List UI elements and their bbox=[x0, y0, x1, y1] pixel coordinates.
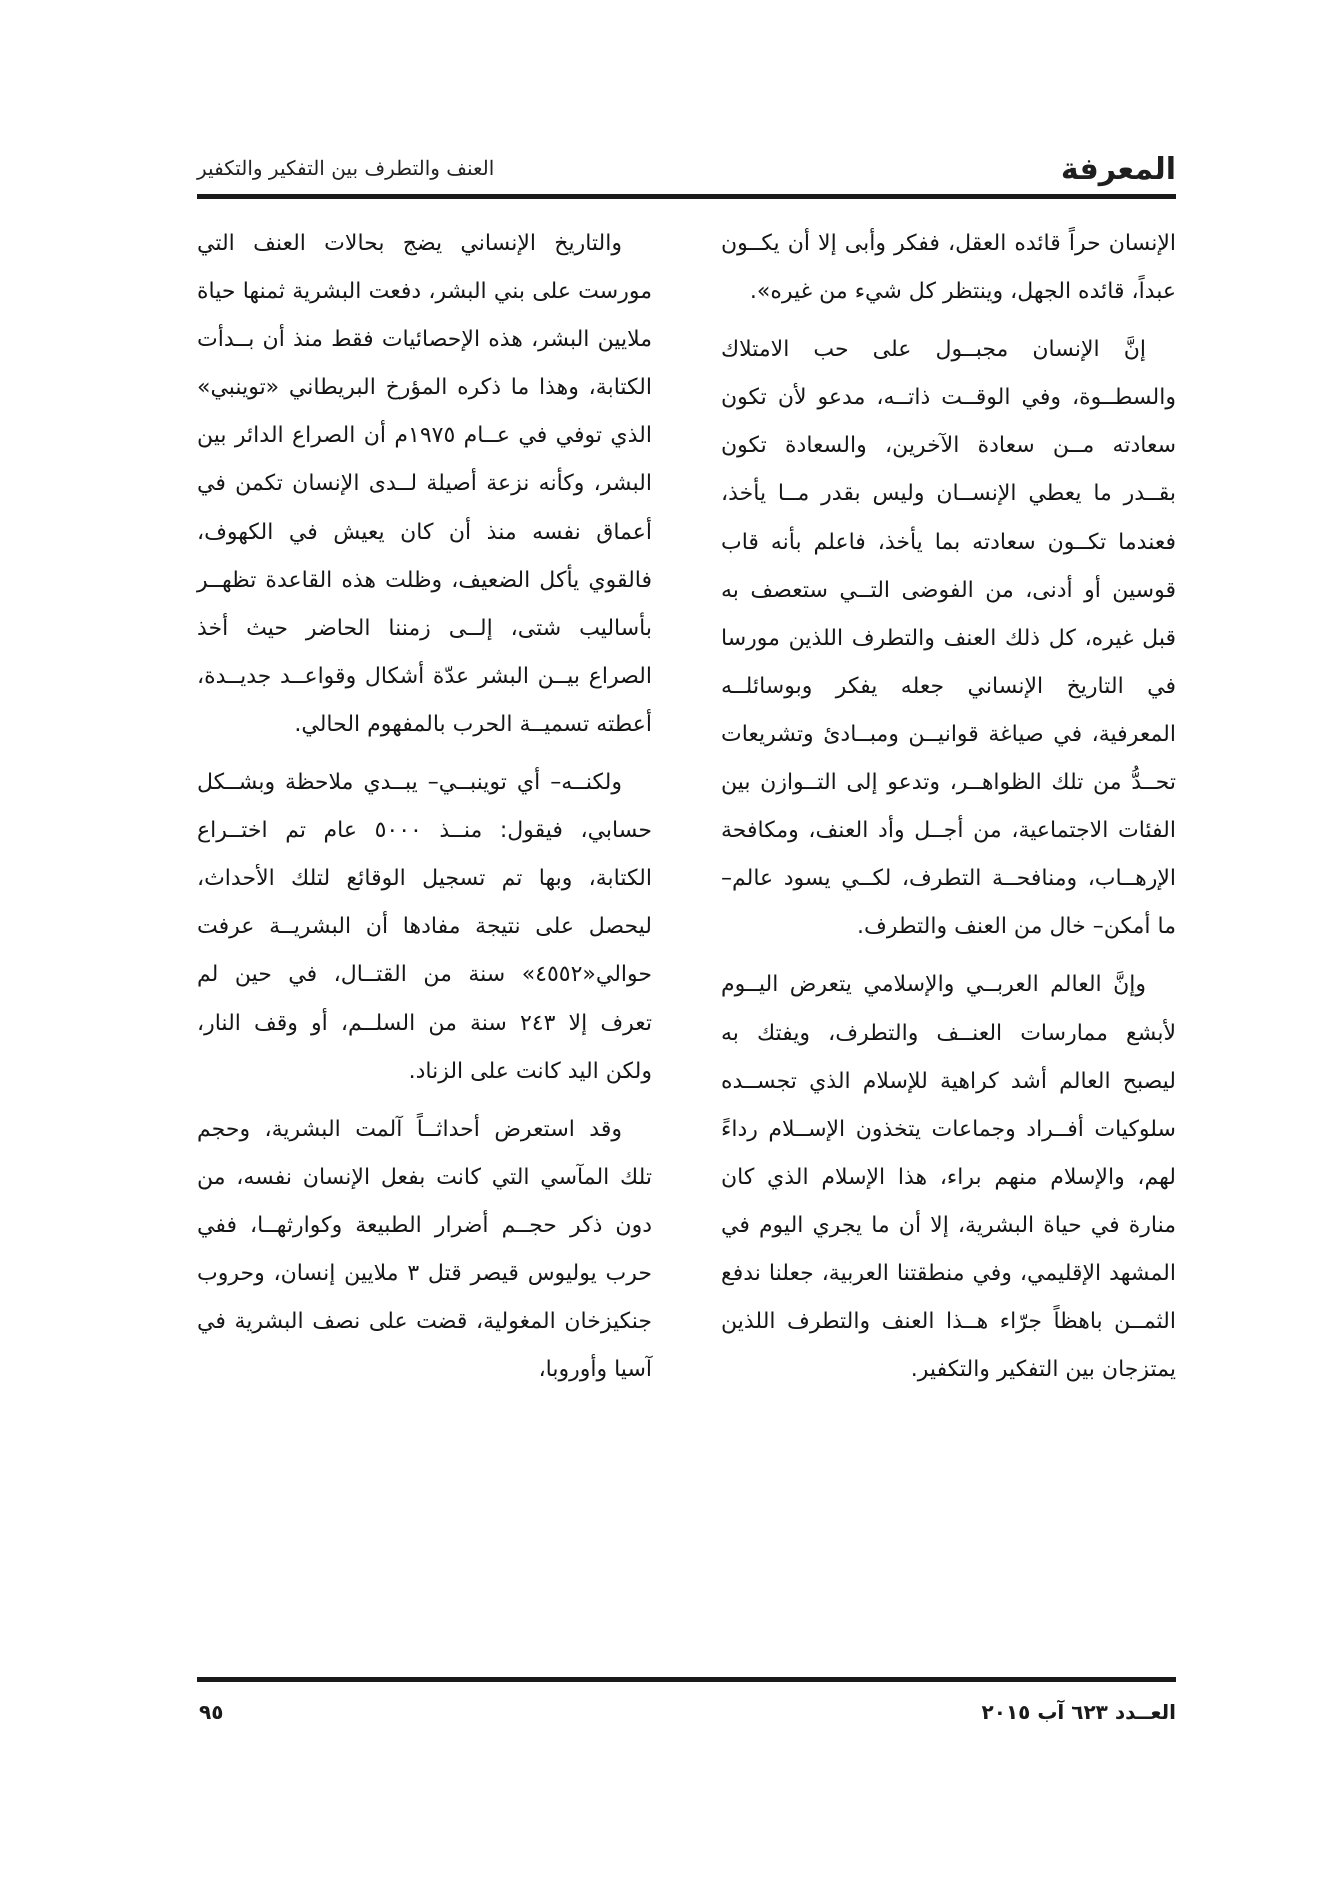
paragraph: وقد استعرض أحداثــاً آلمت البشرية، وحجم تلك المآسي التي كانت بفعل الإنسان نفسه، من دون ذكر حجــم أضرار الطبيعة وكوارثهــا، ففي حرب يوليوس قيصر قتل ٣ ملايين إنسان، وحروب جنكيزخان المغولية، قضت على نصف البشرية في آسيا وأوروبا، bbox=[197, 1116, 652, 1383]
footer-rule bbox=[197, 1677, 1176, 1682]
page-number: ٩٥ bbox=[199, 1700, 224, 1724]
paragraph: ولكنــه– أي توينبــي– يبــدي ملاحظة وبشــكل حسابي، فيقول: منــذ ٥٠٠٠ عام تم اختــراع الكتابة، وبها تم تسجيل الوقائع لتلك الأحداث، ليحصل على نتيجة مفادها أن البشريــة عرفت حوالي«٤٥٥٢» سنة من القتــال، في حين لم تعرف إلا ٢٤٣ سنة من السلــم، أو وقف النار، ولكن اليد كانت على الزناد. bbox=[197, 770, 653, 1084]
magazine-logo: المعرفة bbox=[1060, 152, 1176, 187]
paragraph: إنَّ الإنسان مجبــول على حب الامتلاك والسطــوة، وفي الوقــت ذاتــه، مدعو لأن تكون سعادته مــن سعادة الآخرين، والسعادة تكون بقــدر ما يعطي الإنســان وليس بقدر مــا يأخذ، فعندما تكــون سعادته بما يأخذ، فاعلم بأنه قاب قوسين أو أدنى، من الفوضى التــي ستعصف به قبل غيره، كل ذلك العنف والتطرف اللذين مورسا في التاريخ الإنساني جعله يفكر وبوسائلــه المعرفية، في صياغة قوانيــن ومبــادئ وتشريعات تحــدُّ من تلك الظواهــر، وتدعو إلى التــوازن بين الفئات الاجتماعية، من أجــل وأد العنف، ومكافحة الإرهــاب، ومنافحــة التطرف، لكــي يسود عالم– ما أمكن– خال من العنف والتطرف. bbox=[721, 337, 1176, 940]
article-body bbox=[197, 220, 1176, 1665]
page-footer bbox=[197, 1700, 1176, 1736]
right-column bbox=[721, 220, 1176, 1404]
issue-info: العــدد ٦٢٣ آب ٢٠١٥ bbox=[981, 1700, 1176, 1724]
paragraph: وإنَّ العالم العربــي والإسلامي يتعرض اليــوم لأبشع ممارسات العنــف والتطرف، ويفتك به ليصبح العالم أشد كراهية للإسلام الذي تجســده سلوكيات أفــراد وجماعات يتخذون الإســلام رداءً لهم، والإسلام منهم براء، هذا الإسلام الذي كان منارة في حياة البشرية، إلا أن ما يجري اليوم في المشهد الإقليمي، وفي منطقتنا العربية، جعلنا ندفع الثمــن باهظاً جرّاء هــذا العنف والتطرف اللذين يمتزجان بين التفكير والتكفير. bbox=[721, 972, 1176, 1383]
running-title: العنف والتطرف بين التفكير والتكفير bbox=[197, 156, 495, 180]
header-rule bbox=[197, 194, 1176, 199]
left-column bbox=[197, 220, 652, 1404]
paragraph: الإنسان حراً قائده العقل، ففكر وأبى إلا أن يكــون عبداً، قائده الجهل، وينتظر كل شيء من غيره». bbox=[721, 231, 1176, 305]
page-header bbox=[197, 148, 1176, 192]
paragraph: والتاريخ الإنساني يضج بحالات العنف التي مورست على بني البشر، دفعت البشرية ثمنها حياة ملايين البشر، هذه الإحصائيات فقط منذ أن بــدأت الكتابة، وهذا ما ذكره المؤرخ البريطاني «توينبي» الذي توفي في عــام ١٩٧٥م أن الصراع الدائر بين البشر، وكأنه نزعة أصيلة لــدى الإنسان تكمن في أعماق نفسه منذ أن كان يعيش في الكهوف، فالقوي يأكل الضعيف، وظلت هذه القاعدة تظهــر بأساليب شتى، إلــى زمننا الحاضر حيث أخذ الصراع بيــن البشر عدّة أشكال وقواعــد جديــدة، أعطته تسميــة الحرب بالمفهوم الحالي. bbox=[197, 231, 652, 737]
